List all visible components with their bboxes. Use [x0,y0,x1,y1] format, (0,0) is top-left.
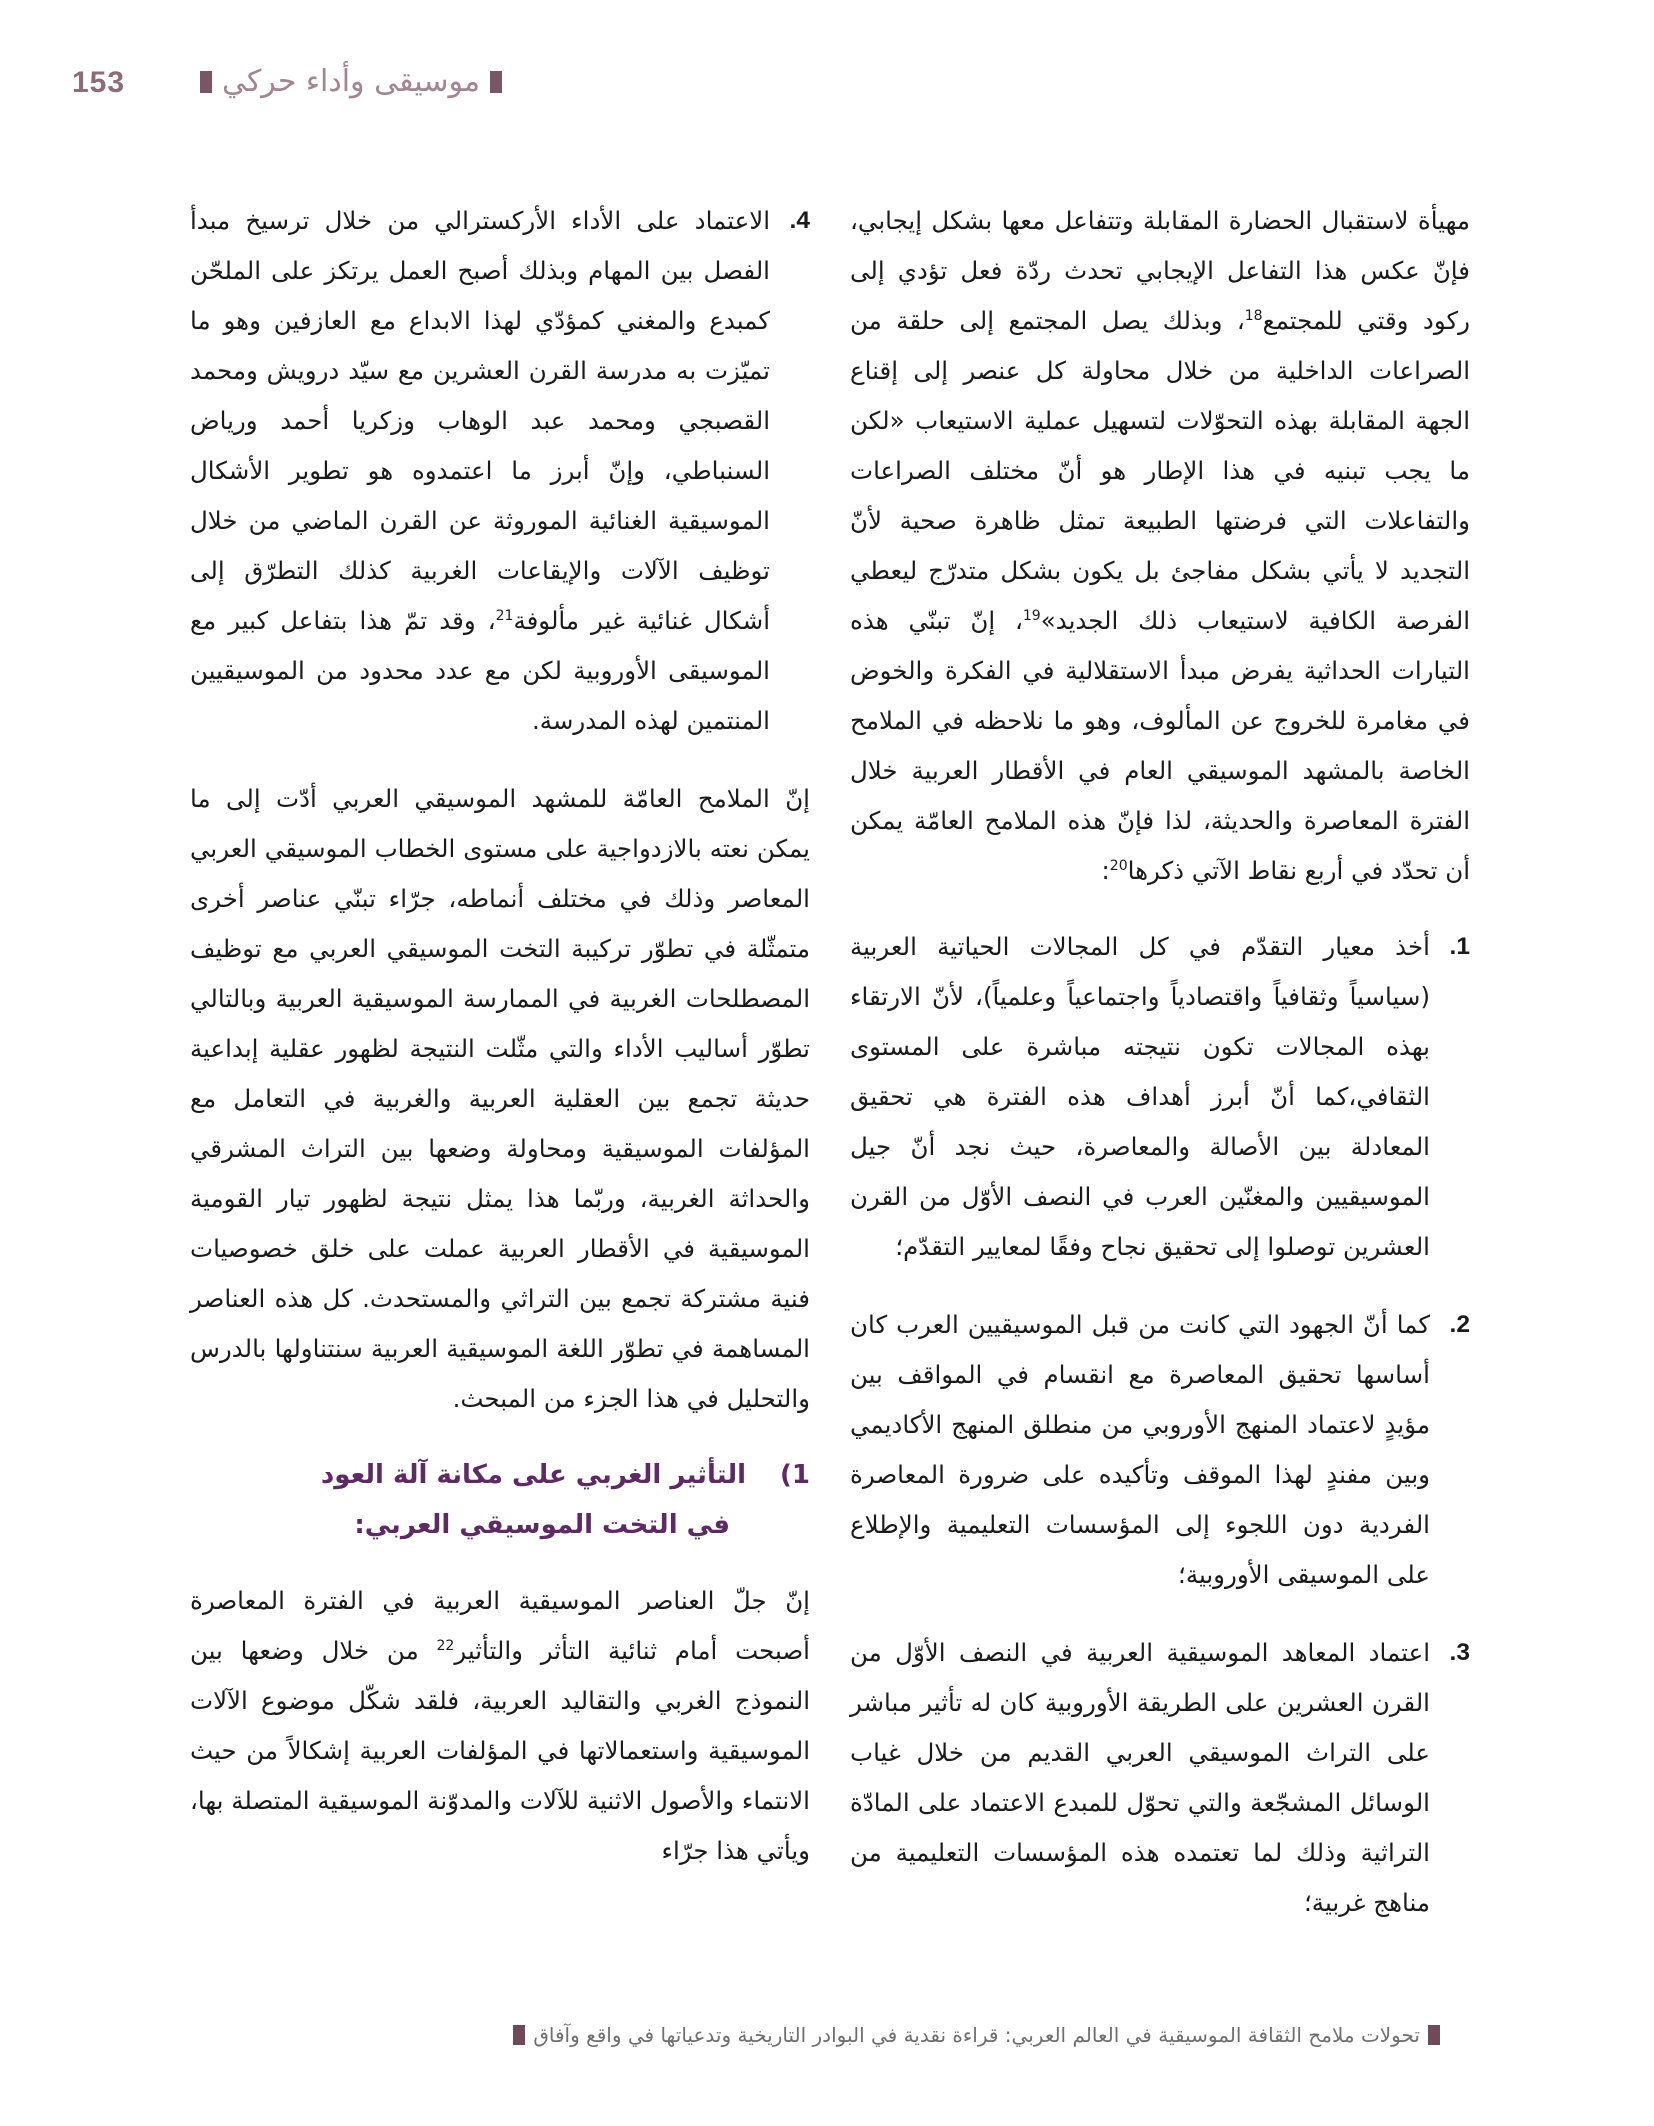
paragraph: إنّ جلّ العناصر الموسيقية العربية في الفترة المعاصرة أصبحت أمام ثنائية التأثر والتأثير$^{22}$ من خلال وضعها بين النموذج الغربي والتقاليد العربية، فلقد شكّل موضوع الآلات الموسيقية واستعمالاتها في المؤلفات العربية إشكالاً من حيث الانتماء والأصول الاثنية للآلات والمدوّنة الموسيقية المتصلة بها، ويأتي هذا جرّاء [190,1586,810,1865]
subsection-title: التأثير الغربي على مكانة آلة العود [320,1460,746,1490]
list-text: كما أنّ الجهود التي كانت من قبل الموسيقيين العرب كان أساسها تحقيق المعاصرة مع انقسام في المواقف بين مؤيدٍ لاعتماد المنهج الأوروبي من منطلق المنهج الأكاديمي وبين مفندٍ لهذا الموقف وتأكيده على ضرورة المعاصرة الفردية دون اللجوء إلى المؤسسات التعليمية والإطلاع على الموسيقى الأوروبية؛ [850,1310,1430,1589]
header-square-marker [490,71,502,93]
list-text: الاعتماد على الأداء الأركسترالي من خلال ترسيخ مبدأ الفصل بين المهام وبذلك أصبح العمل يرتكز على الملحّن كمبدع والمغني كمؤدّي لهذا الابداع مع العازفين وهو ما تميّزت به مدرسة القرن العشرين مع سيّد درويش ومحمد القصبجي ومحمد عبد الوهاب وزكريا أحمد ورياض السنباطي، وإنّ أبرز ما اعتمدوه هو تطوير الأشكال الموسيقية الغنائية الموروثة عن القرن الماضي من خلال توظيف الآلات والإيقاعات الغربية كذلك التطرّق إلى أشكال غنائية غير مألوفة$^{21}$، وقد تمّ هذا بتفاعل كبير مع الموسيقى الأوروبية لكن مع عدد محدود من الموسيقيين المنتمين لهذه المدرسة. [190,206,770,735]
list-item [850,1628,1470,1928]
paragraph: إنّ الملامح العامّة للمشهد الموسيقي العربي أدّت إلى ما يمكن نعته بالازدواجية على مستوى الخطاب الموسيقي العربي المعاصر وذلك في مختلف أنماطه، جرّاء تبنّي عناصر أخرى متمثّلة في تطوّر تركيبة التخت الموسيقي العربي مع توظيف المصطلحات الغربية في الممارسة الموسيقية العربية وبالتالي تطوّر أساليب الأداء والتي مثّلت النتيجة لظهور عقلية إبداعية حديثة تجمع بين العقلية العربية والغربية في التعامل مع المؤلفات الموسيقية ومحاولة وضعها بين التراث المشرقي والحداثة الغربية، وربّما هذا يمثل نتيجة لظهور تيار القومية الموسيقية في الأقطار العربية عملت على خلق خصوصيات فنية مشتركة تجمع بين التراثي والمستحدث. كل هذه العناصر المساهمة في تطوّر اللغة الموسيقية العربية سنتناولها بالدرس والتحليل في هذا الجزء من المبحث. [190,784,810,1413]
list-item [850,1300,1470,1600]
list-item [850,922,1470,1272]
subsection-number: 1) [780,1460,810,1490]
list-item [190,196,810,746]
section-title: موسيقى وأداء حركي [222,64,481,99]
subsection-title-cont: في التخت الموسيقي العربي: [354,1510,730,1540]
footnote-ref[interactable]: 21 [495,607,514,624]
footer-square-marker [1428,2025,1440,2045]
list-text: أخذ معيار التقدّم في كل المجالات الحياتية العربية (سياسياً وثقافياً واقتصادياً واجتماعياً وعلمياً)، لأنّ الارتقاء بهذه المجالات تكون نتيجته مباشرة على المستوى الثقافي،كما أنّ أبرز أهداف هذه الفترة هي تحقيق المعادلة بين الأصالة والمعاصرة، حيث نجد أنّ جيل الموسيقيين والمغنّين العرب في النصف الأوّل من القرن العشرين توصلوا إلى تحقيق نجاح وفقًا لمعايير التقدّم؛ [850,932,1430,1261]
footer-square-marker [513,2025,525,2045]
paragraph: مهيأة لاستقبال الحضارة المقابلة وتتفاعل معها بشكل إيجابي، فإنّ عكس هذا التفاعل الإيجابي تحدث ردّة فعل تؤدي إلى ركود وقتي للمجتمع$^{18}$، وبذلك يصل المجتمع إلى حلقة من الصراعات الداخلية من خلال محاولة كل عنصر إلى إقناع الجهة المقابلة بهذه التحوّلات لتسهيل عملية الاستيعاب «لكن ما يجب تبنيه في هذا الإطار هو أنّ مختلف الصراعات والتفاعلات التي فرضتها الطبيعة تمثل ظاهرة صحية لأنّ التجديد لا يأتي بشكل مفاجئ بل يكون بشكل متدرّج ليعطي الفرصة الكافية لاستيعاب ذلك الجديد»$^{19}$، إنّ تبنّي هذه التيارات الحداثية يفرض مبدأ الاستقلالية في الفكرة والخوض في مغامرة للخروج عن المألوف، وهو ما نلاحظه في الملامح الخاصة بالمشهد الموسيقي العام في الأقطار العربية خلال الفترة المعاصرة والحديثة، لذا فإنّ هذه الملامح العامّة يمكن أن تحدّد في أربع نقاط الآتي ذكرها$^{20}$: [850,206,1470,885]
footnote-ref[interactable]: 22 [436,1637,455,1654]
section-header [190,64,512,99]
subsection-heading [190,1450,810,1550]
footnote-ref[interactable]: 19 [1022,607,1041,624]
header-square-marker [200,71,212,93]
footnote-ref[interactable]: 20 [1109,857,1128,874]
list-number: 3. [1449,1639,1470,1666]
footnote-ref[interactable]: 18 [1244,307,1263,324]
running-footer [190,2023,1440,2047]
page-number: 153 [72,66,126,99]
list-number: 4. [789,207,810,234]
list-number: 1. [1449,933,1470,960]
footer-title: تحولات ملامح الثقافة الموسيقية في العالم العربي: قراءة نقدية في البوادر التاريخية وتدعياتها في واقع وآفاق [533,2023,1420,2047]
left-column [190,196,810,1902]
list-text: اعتماد المعاهد الموسيقية العربية في النصف الأوّل من القرن العشرين على الطريقة الأوروبية كان له تأثير مباشر على التراث الموسيقي العربي القديم من خلال غياب الوسائل المشجّعة والتي تحوّل للمبدع الاعتماد على المادّة التراثية وذلك لما تعتمده هذه المؤسسات التعليمية من مناهج غربية؛ [850,1638,1430,1917]
right-column [850,196,1470,1956]
list-number: 2. [1449,1311,1470,1338]
